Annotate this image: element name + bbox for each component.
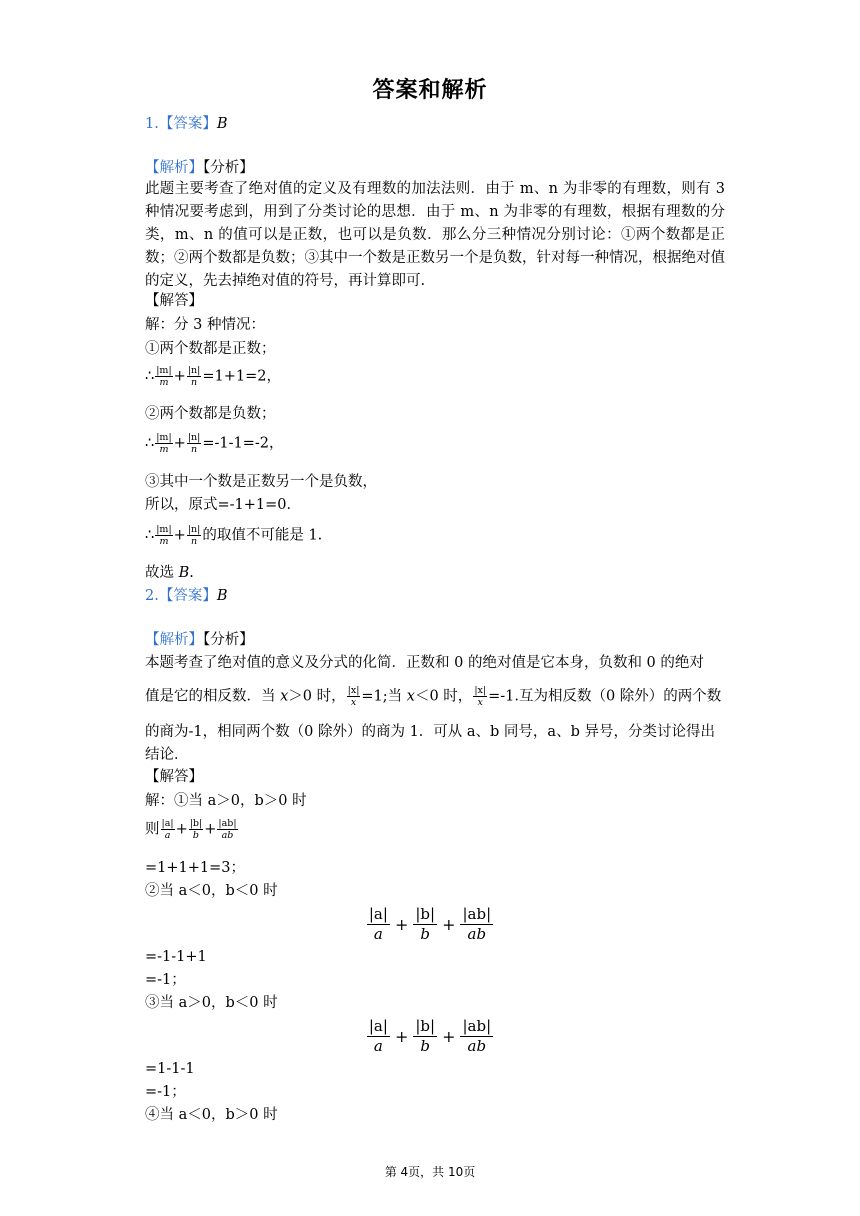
- plus-sign: +: [394, 915, 409, 934]
- q2-p2-e: =-1.互为相反数（0 除外）的两个数: [488, 688, 722, 705]
- q1-line-8-text: 的取值不可能是 1.: [202, 527, 323, 544]
- q2-case-2: ②当 a＜0，b＜0 时: [145, 883, 278, 899]
- q2-p2-b: ＞0 时，: [288, 688, 346, 705]
- plus-sign: +: [394, 1027, 409, 1046]
- q2-then: 则: [145, 821, 160, 838]
- q2-para-line-3: 的商为-1，相同两个数（0 除外）的商为 1．可从 a、b 同号，a、b 异号，分类讨论得出: [145, 724, 715, 740]
- q2-p2-d: ＜0 时，: [414, 688, 473, 705]
- fraction-ab: $\frac{|ab|}{ab}$: [462, 905, 492, 943]
- plus-sign: +: [173, 527, 186, 544]
- q1-answer-line: [145, 114, 725, 134]
- q2-number: 2.: [145, 588, 159, 604]
- fraction-b: $\frac{|b|}{b}$: [189, 818, 203, 841]
- q2-p2-a: 值是它的相反数．当: [145, 688, 281, 705]
- q1-jieda-tag: 【解答】: [145, 293, 203, 309]
- plus-sign: +: [173, 435, 186, 452]
- fraction-ab: $\frac{|ab|}{ab}$: [462, 1017, 492, 1055]
- page-title: 答案和解析: [372, 78, 488, 103]
- therefore-symbol: ∴: [145, 527, 155, 544]
- q2-case-4: ④当 a＜0，b＞0 时: [145, 1107, 278, 1123]
- q1-fenxi-tag: 【分析】: [203, 160, 254, 176]
- q2-para-line-1: 本题考查了绝对值的意义及分式的化简．正数和 0 的绝对值是它本身，负数和 0 的绝对: [145, 655, 704, 671]
- q2-case-1-result: =1+1+1=3；: [145, 860, 245, 876]
- fraction-m: $\frac{|m|}{m}$: [156, 365, 172, 388]
- q2-analysis-line: [145, 630, 725, 650]
- choose-text: 故选: [145, 565, 179, 581]
- q1-line-8: [145, 524, 725, 547]
- q2-case-2-line-2: =-1；: [145, 972, 186, 988]
- q2-case-1: 解：①当 a＞0，b＞0 时: [145, 793, 307, 809]
- choose-end: .: [189, 565, 194, 581]
- plus-sign: +: [442, 1027, 456, 1046]
- q2-case-3: ③当 a＞0，b＜0 时: [145, 995, 278, 1011]
- q1-line-3-result: =1+1=2，: [202, 368, 281, 385]
- q1-analysis-line: [145, 158, 725, 178]
- plus-sign: +: [175, 821, 188, 838]
- fraction-m: $\frac{|m|}{m}$: [156, 432, 172, 455]
- q2-case-3-line-1: =1-1-1: [145, 1061, 195, 1077]
- q2-fenxi-tag: 【分析】: [203, 632, 254, 648]
- page-footer: 第 4页，共 10页: [384, 1165, 476, 1179]
- q2-p2-x2: x: [406, 688, 415, 705]
- q2-case-3-line-2: =-1；: [145, 1084, 186, 1100]
- q2-jieda-tag: 【解答】: [145, 769, 203, 785]
- q2-p2-x1: x: [280, 688, 289, 705]
- q2-answer-value: B: [216, 588, 228, 604]
- fraction-a: $\frac{|a|}{a}$: [368, 1017, 388, 1055]
- fraction-x: $\frac{|x|}{x}$: [474, 685, 487, 708]
- q2-display-expr-1: [0, 905, 860, 944]
- q1-line-9: [145, 563, 725, 583]
- q2-answer-tag: 【答案】: [158, 588, 217, 604]
- q1-line-4: ②两个数都是负数；: [145, 406, 276, 422]
- q1-answer-tag: 【答案】: [158, 116, 217, 132]
- fraction-a: $\frac{|a|}{a}$: [161, 818, 174, 841]
- q2-p2-c: =1;当: [361, 688, 407, 705]
- plus-sign: +: [204, 821, 217, 838]
- q2-para-line-4: 结论．: [145, 747, 189, 763]
- choose-value: B: [178, 565, 190, 581]
- q1-line-6: ③其中一个数是正数另一个是负数，: [145, 474, 377, 490]
- fraction-m: $\frac{|m|}{m}$: [156, 524, 172, 547]
- q1-line-7: 所以，原式=-1+1=0．: [145, 497, 302, 513]
- q1-line-3: [145, 365, 725, 388]
- q2-display-expr-2: [0, 1017, 860, 1056]
- fraction-b: $\frac{|b|}{b}$: [415, 905, 436, 943]
- therefore-symbol: ∴: [145, 435, 155, 452]
- q1-number: 1.: [145, 116, 159, 132]
- fraction-a: $\frac{|a|}{a}$: [368, 905, 388, 943]
- therefore-symbol: ∴: [145, 368, 155, 385]
- q2-case-2-line-1: =-1-1+1: [145, 949, 207, 965]
- fraction-ab: $\frac{|ab|}{ab}$: [218, 818, 237, 841]
- q2-answer-line: [145, 586, 725, 606]
- fraction-b: $\frac{|b|}{b}$: [415, 1017, 436, 1055]
- q2-analysis-tag: 【解析】: [145, 632, 203, 648]
- q2-case-1-expr: [145, 818, 725, 841]
- fraction-n: $\frac{|n|}{n}$: [187, 432, 201, 455]
- plus-sign: +: [173, 368, 186, 385]
- q1-line-2: ①两个数都是正数；: [145, 341, 276, 357]
- fraction-n: $\frac{|n|}{n}$: [187, 365, 201, 388]
- q1-line-5-result: =-1-1=-2，: [202, 435, 284, 452]
- fraction-n: $\frac{|n|}{n}$: [187, 524, 201, 547]
- q2-para-line-2: [145, 685, 725, 708]
- q1-line-1: 解：分 3 种情况：: [145, 317, 265, 333]
- plus-sign: +: [442, 915, 456, 934]
- fraction-x: $\frac{|x|}{x}$: [347, 685, 360, 708]
- q1-line-5: [145, 432, 725, 455]
- q1-analysis-paragraph: 此题主要考查了绝对值的定义及有理数的加法法则．由于 m、n 为非零的有理数，则有 3 种情况要考虑到，用到了分类讨论的思想．由于 m、n 为非零的有理数，根据有理数的分类，m、n 的值可以是正数，也可以是负数．那么分三种情况分别讨论：①两个数都是正数；②两个数都是负数；③其中一个数是正数另一个是负数，针对每一种情况，根据绝对值的定义，先去掉绝对值的符号，再计算即可.: [145, 181, 725, 289]
- q1-analysis-tag: 【解析】: [145, 160, 203, 176]
- q1-answer-value: B: [216, 116, 228, 132]
